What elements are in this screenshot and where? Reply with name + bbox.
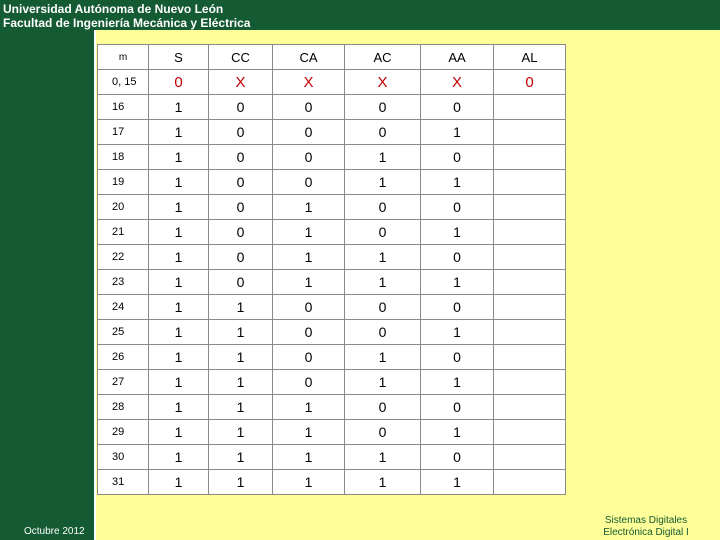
cell-al	[494, 370, 566, 395]
cell-cc: 0	[209, 270, 273, 295]
cell-s: 1	[149, 420, 209, 445]
left-sidebar-band	[0, 30, 94, 540]
cell-ac: X	[345, 70, 421, 95]
table-row	[98, 195, 566, 220]
cell-m: 30	[98, 445, 149, 470]
cell-aa: 0	[421, 95, 494, 120]
cell-cc: X	[209, 70, 273, 95]
cell-cc: 1	[209, 345, 273, 370]
cell-cc: 1	[209, 395, 273, 420]
cell-al	[494, 120, 566, 145]
cell-al	[494, 420, 566, 445]
footer-date: Octubre 2012	[24, 526, 85, 537]
cell-m: 23	[98, 270, 149, 295]
footer-course	[576, 515, 716, 539]
cell-aa: 1	[421, 120, 494, 145]
cell-al	[494, 270, 566, 295]
cell-ac: 0	[345, 320, 421, 345]
cell-ca: 1	[273, 445, 345, 470]
cell-al	[494, 320, 566, 345]
cell-s: 1	[149, 170, 209, 195]
cell-aa: 0	[421, 245, 494, 270]
cell-aa: 1	[421, 270, 494, 295]
cell-ca: 0	[273, 345, 345, 370]
table-row	[98, 320, 566, 345]
cell-cc: 0	[209, 170, 273, 195]
cell-al	[494, 220, 566, 245]
cell-ca: 1	[273, 470, 345, 495]
cell-cc: 1	[209, 445, 273, 470]
cell-cc: 1	[209, 420, 273, 445]
cell-m: 22	[98, 245, 149, 270]
cell-ca: 1	[273, 270, 345, 295]
cell-ca: 0	[273, 95, 345, 120]
column-header-m: m	[98, 45, 149, 70]
cell-ac: 0	[345, 195, 421, 220]
cell-ac: 0	[345, 120, 421, 145]
cell-cc: 1	[209, 370, 273, 395]
cell-m: 17	[98, 120, 149, 145]
cell-ca: 0	[273, 170, 345, 195]
cell-s: 1	[149, 295, 209, 320]
cell-cc: 0	[209, 220, 273, 245]
cell-ca: 0	[273, 120, 345, 145]
cell-s: 1	[149, 470, 209, 495]
university-name: Universidad Autónoma de Nuevo León	[3, 2, 224, 16]
cell-m: 24	[98, 295, 149, 320]
cell-ac: 1	[345, 345, 421, 370]
table-header-row	[98, 45, 566, 70]
slide-header	[0, 0, 720, 30]
table-row	[98, 70, 566, 95]
table-row	[98, 245, 566, 270]
cell-cc: 1	[209, 470, 273, 495]
table-row	[98, 445, 566, 470]
footer-course-line2: Electrónica Digital I	[603, 527, 689, 538]
cell-ac: 0	[345, 420, 421, 445]
table-row	[98, 370, 566, 395]
cell-al	[494, 345, 566, 370]
cell-al	[494, 145, 566, 170]
cell-cc: 1	[209, 320, 273, 345]
table-row	[98, 470, 566, 495]
cell-ca: 1	[273, 195, 345, 220]
faculty-name: Facultad de Ingeniería Mecánica y Eléctrica	[3, 16, 251, 30]
cell-ac: 1	[345, 145, 421, 170]
cell-s: 0	[149, 70, 209, 95]
cell-al	[494, 295, 566, 320]
cell-aa: 1	[421, 220, 494, 245]
cell-al: 0	[494, 70, 566, 95]
table-row	[98, 145, 566, 170]
cell-ac: 0	[345, 95, 421, 120]
cell-aa: 0	[421, 195, 494, 220]
cell-al	[494, 395, 566, 420]
table-row	[98, 270, 566, 295]
cell-cc: 0	[209, 95, 273, 120]
table-row	[98, 345, 566, 370]
cell-ca: X	[273, 70, 345, 95]
cell-cc: 0	[209, 195, 273, 220]
cell-ca: 0	[273, 370, 345, 395]
cell-s: 1	[149, 320, 209, 345]
cell-cc: 0	[209, 245, 273, 270]
cell-s: 1	[149, 345, 209, 370]
cell-m: 21	[98, 220, 149, 245]
table-row	[98, 420, 566, 445]
cell-cc: 1	[209, 295, 273, 320]
cell-aa: 1	[421, 420, 494, 445]
cell-ac: 1	[345, 170, 421, 195]
cell-aa: 0	[421, 145, 494, 170]
table-row	[98, 95, 566, 120]
cell-m: 28	[98, 395, 149, 420]
cell-aa: 0	[421, 345, 494, 370]
cell-s: 1	[149, 220, 209, 245]
cell-ca: 0	[273, 295, 345, 320]
cell-s: 1	[149, 445, 209, 470]
cell-al	[494, 470, 566, 495]
cell-ac: 0	[345, 295, 421, 320]
table-row	[98, 120, 566, 145]
cell-ca: 1	[273, 395, 345, 420]
column-header-ca: CA	[273, 45, 345, 70]
cell-aa: X	[421, 70, 494, 95]
cell-al	[494, 245, 566, 270]
column-header-aa: AA	[421, 45, 494, 70]
cell-ac: 1	[345, 445, 421, 470]
column-header-s: S	[149, 45, 209, 70]
cell-ac: 0	[345, 220, 421, 245]
cell-s: 1	[149, 245, 209, 270]
cell-aa: 1	[421, 470, 494, 495]
cell-aa: 1	[421, 320, 494, 345]
cell-s: 1	[149, 95, 209, 120]
cell-ca: 1	[273, 220, 345, 245]
cell-m: 20	[98, 195, 149, 220]
cell-m: 29	[98, 420, 149, 445]
cell-s: 1	[149, 270, 209, 295]
cell-m: 0, 15	[98, 70, 149, 95]
table-row	[98, 220, 566, 245]
table-row	[98, 295, 566, 320]
truth-table	[97, 44, 566, 495]
cell-aa: 0	[421, 445, 494, 470]
cell-ac: 1	[345, 270, 421, 295]
cell-m: 19	[98, 170, 149, 195]
cell-ca: 0	[273, 145, 345, 170]
cell-al	[494, 445, 566, 470]
cell-m: 27	[98, 370, 149, 395]
cell-m: 31	[98, 470, 149, 495]
cell-ca: 1	[273, 245, 345, 270]
cell-s: 1	[149, 120, 209, 145]
cell-aa: 0	[421, 395, 494, 420]
cell-ac: 0	[345, 395, 421, 420]
cell-al	[494, 195, 566, 220]
column-header-al: AL	[494, 45, 566, 70]
footer-course-line1: Sistemas Digitales	[604, 515, 688, 526]
cell-s: 1	[149, 395, 209, 420]
sidebar-divider	[94, 30, 96, 540]
table-row	[98, 395, 566, 420]
cell-m: 18	[98, 145, 149, 170]
cell-al	[494, 95, 566, 120]
cell-aa: 1	[421, 370, 494, 395]
cell-s: 1	[149, 370, 209, 395]
cell-cc: 0	[209, 145, 273, 170]
cell-m: 16	[98, 95, 149, 120]
cell-ac: 1	[345, 370, 421, 395]
cell-s: 1	[149, 195, 209, 220]
cell-aa: 1	[421, 170, 494, 195]
cell-al	[494, 170, 566, 195]
column-header-ac: AC	[345, 45, 421, 70]
cell-m: 25	[98, 320, 149, 345]
cell-m: 26	[98, 345, 149, 370]
cell-ca: 0	[273, 320, 345, 345]
column-header-cc: CC	[209, 45, 273, 70]
table-row	[98, 170, 566, 195]
cell-ca: 1	[273, 420, 345, 445]
cell-ac: 1	[345, 245, 421, 270]
cell-s: 1	[149, 145, 209, 170]
cell-aa: 0	[421, 295, 494, 320]
cell-ac: 1	[345, 470, 421, 495]
cell-cc: 0	[209, 120, 273, 145]
